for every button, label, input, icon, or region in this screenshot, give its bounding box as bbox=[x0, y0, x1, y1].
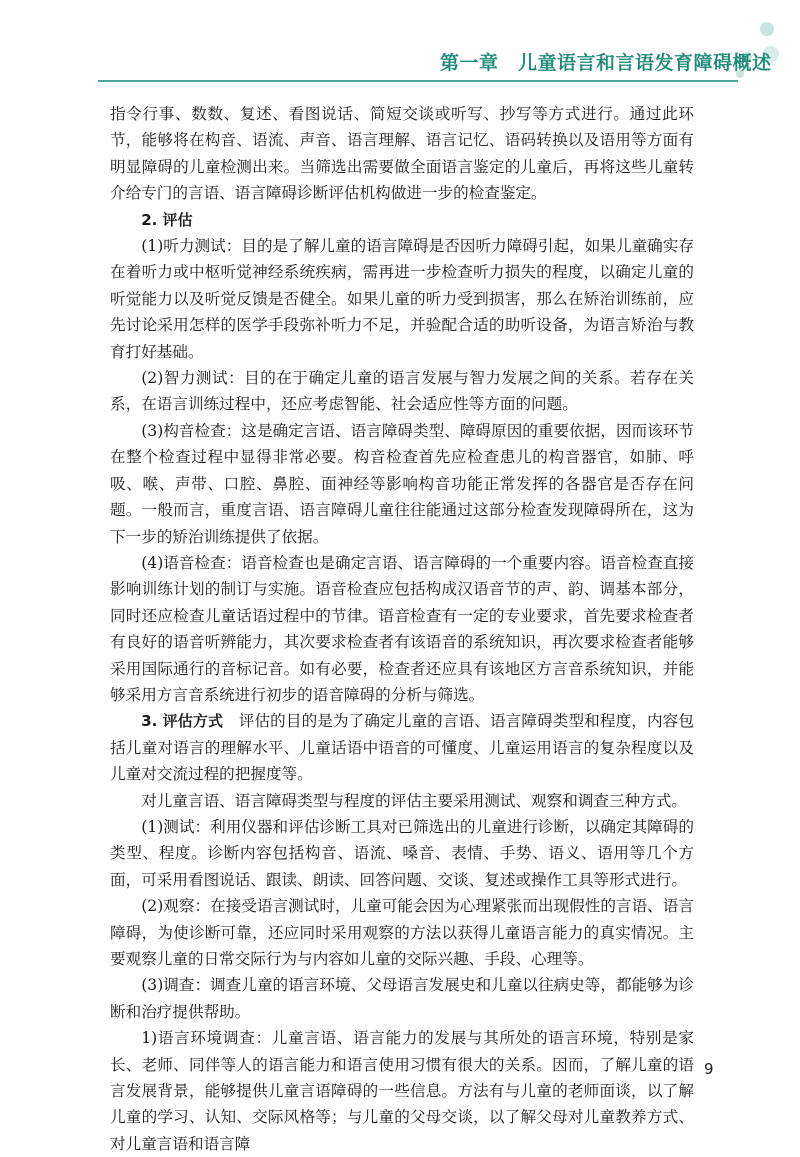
paragraph: (2)智力测试：目的在于确定儿童的语言发展与智力发展之间的关系。若存在关系，在语言训练过程中，还应考虑智能、社会适应性等方面的问题。 bbox=[110, 369, 694, 414]
header-divider bbox=[98, 80, 738, 82]
body-text bbox=[110, 101, 694, 1157]
chapter-title: 第一章 儿童语言和言语发育障碍概述 bbox=[440, 52, 772, 74]
heading-label: 2. 评估 bbox=[141, 210, 193, 229]
paragraph: 指令行事、数数、复述、看图说话、简短交谈或听写、抄写等方式进行。通过此环节，能够将在构音、语流、声音、语言理解、语言记忆、语码转换以及语用等方面有明显障碍的儿童检测出来。当筛选出需要做全面语言鉴定的儿童后，再将这些儿童转介给专门的言语、语言障碍诊断评估机构做进一步的检查鉴定。 bbox=[110, 105, 694, 203]
paragraph: (2)观察：在接受语言测试时，儿童可能会因为心理紧张而出现假性的言语、语言障碍，为使诊断可靠，还应同时采用观察的方法以获得儿童语言能力的真实情况。主要观察儿童的日常交际行为与内容如儿童的交际兴趣、手段、心理等。 bbox=[110, 897, 694, 968]
paragraph: 对儿童言语、语言障碍类型与程度的评估主要采用测试、观察和调查三种方式。 bbox=[141, 791, 687, 810]
paragraph: (3)调查：调查儿童的语言环境、父母语言发展史和儿童以往病史等，都能够为诊断和治疗提供帮助。 bbox=[110, 976, 694, 1021]
page-number: 9 bbox=[704, 1060, 714, 1078]
section-heading-assessment-methods bbox=[110, 708, 694, 787]
section-heading-assessment bbox=[110, 207, 694, 233]
decorative-dot bbox=[760, 22, 774, 36]
paragraph: (4)语音检查：语音检查也是确定言语、语言障碍的一个重要内容。语音检查直接影响训练计划的制订与实施。语音检查应包括构成汉语音节的声、韵、调基本部分，同时还应检查儿童话语过程中的节律。语音检查有一定的专业要求，首先要求检查者有良好的语音听辨能力，其次要求检查者有该语音的系统知识，再次要求检查者能够采用国际通行的音标记音。如有必要，检查者还应具有该地区方言音系统知识，并能够采用方言音系统进行初步的语音障碍的分析与筛选。 bbox=[110, 553, 694, 704]
paragraph: (1)听力测试：目的是了解儿童的语言障碍是否因听力障碍引起，如果儿童确实存在着听力或中枢听觉神经系统疾病，需再进一步检查听力损失的程度，以确定儿童的听觉能力以及听觉反馈是否健全。如果儿童的听力受到损害，那么在矫治训练前，应先讨论采用怎样的医学手段弥补听力不足，并验配合适的助听设备，为语言矫治与教育打好基础。 bbox=[110, 237, 694, 361]
paragraph: (3)构音检查：这是确定言语、语言障碍类型、障碍原因的重要依据，因而该环节在整个检查过程中显得非常必要。构音检查首先应检查患儿的构音器官，如肺、呼吸、喉、声带、口腔、鼻腔、面神经等影响构音功能正常发挥的各器官是否存在问题。一般而言，重度言语、语言障碍儿童往往能通过这部分检查发现障碍所在，这为下一步的矫治训练提供了依据。 bbox=[110, 421, 694, 546]
paragraph-text: 评估的目的是为了确定儿童的言语、语言障碍类型和程度，内容包括儿童对语言的理解水平、儿童话语中语音的可懂度、儿童运用语言的复杂程度以及儿童对交流过程的把握度等。 bbox=[110, 712, 694, 784]
paragraph: 1)语言环境调查：儿童言语、语言能力的发展与其所处的语言环境，特别是家长、老师、同伴等人的语言能力和语言使用习惯有很大的关系。因而，了解儿童的语言发展背景，能够提供儿童言语障碍的一些信息。方法有与儿童的老师面谈，以了解儿童的学习、认知、交际风格等；与儿童的父母交谈，以了解父母对儿童教养方式、对儿童言语和语言障 bbox=[110, 1029, 694, 1153]
page-header bbox=[0, 0, 800, 100]
paragraph: (1)测试：利用仪器和评估诊断工具对已筛选出的儿童进行诊断，以确定其障碍的类型、程度。诊断内容包括构音、语流、嗓音、表情、手势、语义、语用等几个方面，可采用看图说话、跟读、朗读、回答问题、交谈、复述或操作工具等形式进行。 bbox=[110, 817, 694, 889]
heading-label: 3. 评估方式 bbox=[141, 712, 224, 731]
